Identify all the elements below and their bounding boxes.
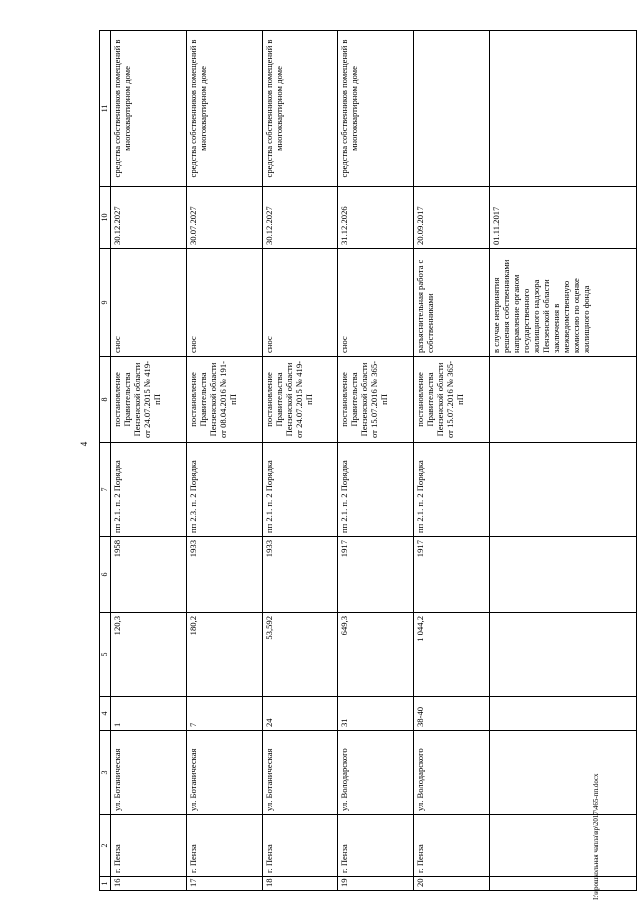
- rotated-table-container: [99, 31, 637, 891]
- city-cell: г. Пенза: [111, 815, 187, 877]
- house-cell: 7: [186, 697, 262, 731]
- col-num: 1: [100, 877, 111, 891]
- action-cell: в случае непринятия решения собственниками направление органом государственного жилищного надзора Пензенской области заключения в межведомственную комиссию по оценке жилищного фонда: [489, 249, 636, 357]
- deadline-cell: 20.09.2017: [414, 187, 490, 249]
- city-cell: г. Пенза: [338, 815, 414, 877]
- col-num: 11: [100, 31, 111, 187]
- house-cell: 38-40: [414, 697, 490, 731]
- funding-cell: средства собственников помещений в многоквартирном доме: [186, 31, 262, 187]
- area-cell: 1 044,2: [414, 613, 490, 697]
- housing-table: [99, 30, 637, 891]
- city-cell: г. Пенза: [262, 815, 338, 877]
- action-cell: снос: [262, 249, 338, 357]
- col-num: 6: [100, 537, 111, 613]
- funding-cell: [414, 31, 490, 187]
- city-cell: [489, 815, 636, 877]
- house-cell: 31: [338, 697, 414, 731]
- row-number: [489, 877, 636, 891]
- row-number: 16: [111, 877, 187, 891]
- row-number: 19: [338, 877, 414, 891]
- action-cell: снос: [338, 249, 414, 357]
- deadline-cell: 30.12.2027: [262, 187, 338, 249]
- city-cell: г. Пенза: [414, 815, 490, 877]
- grounds-cell: пп 2.1. п. 2 Порядка: [338, 443, 414, 537]
- table-row: [262, 31, 338, 891]
- street-cell: ул. Ботаническая: [262, 731, 338, 815]
- street-cell: ул. Володарского: [338, 731, 414, 815]
- table-row: [489, 31, 636, 891]
- funding-cell: [489, 31, 636, 187]
- col-num: 10: [100, 187, 111, 249]
- col-num: 4: [100, 697, 111, 731]
- street-cell: ул. Ботаническая: [186, 731, 262, 815]
- footer-file-path: I:\ирошкольная чапла\вр\2017\465-пп.docx: [592, 773, 600, 900]
- decision-cell: [489, 357, 636, 443]
- action-cell: снос: [111, 249, 187, 357]
- decision-cell: постановление Правительства Пензенской области от 08.04.2016 № 191-пП: [186, 357, 262, 443]
- decision-cell: постановление Правительства Пензенской области от 15.07.2016 № 365-пП: [414, 357, 490, 443]
- row-number: 18: [262, 877, 338, 891]
- house-cell: 1: [111, 697, 187, 731]
- city-cell: г. Пенза: [186, 815, 262, 877]
- table-row: [111, 31, 187, 891]
- column-number-row: [100, 31, 111, 891]
- house-cell: [489, 697, 636, 731]
- year-cell: 1917: [338, 537, 414, 613]
- action-cell: снос: [186, 249, 262, 357]
- decision-cell: постановление Правительства Пензенской области от 24.07.2015 № 419-пП: [262, 357, 338, 443]
- funding-cell: средства собственников помещений в многоквартирном доме: [338, 31, 414, 187]
- area-cell: [489, 613, 636, 697]
- col-num: 7: [100, 443, 111, 537]
- deadline-cell: 01.11.2017: [489, 187, 636, 249]
- row-number: 17: [186, 877, 262, 891]
- decision-cell: постановление Правительства Пензенской области от 15.07.2016 № 365-пП: [338, 357, 414, 443]
- grounds-cell: пп 2.1. п. 2 Порядка: [111, 443, 187, 537]
- row-number: 20: [414, 877, 490, 891]
- funding-cell: средства собственников помещений в многоквартирном доме: [262, 31, 338, 187]
- deadline-cell: 30.07.2027: [186, 187, 262, 249]
- grounds-cell: пп 2.3. п. 2 Порядка: [186, 443, 262, 537]
- year-cell: [489, 537, 636, 613]
- area-cell: 180,2: [186, 613, 262, 697]
- grounds-cell: пп 2.1. п. 2 Порядка: [262, 443, 338, 537]
- action-cell: разъяснительная работа с собственниками: [414, 249, 490, 357]
- year-cell: 1933: [186, 537, 262, 613]
- year-cell: 1958: [111, 537, 187, 613]
- col-num: 5: [100, 613, 111, 697]
- area-cell: 120,3: [111, 613, 187, 697]
- area-cell: 649,3: [338, 613, 414, 697]
- street-cell: [489, 731, 636, 815]
- col-num: 9: [100, 249, 111, 357]
- funding-cell: средства собственников помещений в многоквартирном доме: [111, 31, 187, 187]
- deadline-cell: 30.12.2027: [111, 187, 187, 249]
- col-num: 8: [100, 357, 111, 443]
- decision-cell: постановление Правительства Пензенской области от 24.07.2015 № 419-пП: [111, 357, 187, 443]
- page-number: 4: [79, 441, 89, 447]
- house-cell: 24: [262, 697, 338, 731]
- street-cell: ул. Володарского: [414, 731, 490, 815]
- year-cell: 1933: [262, 537, 338, 613]
- deadline-cell: 31.12.2026: [338, 187, 414, 249]
- area-cell: 53,592: [262, 613, 338, 697]
- table-row: [414, 31, 490, 891]
- col-num: 2: [100, 815, 111, 877]
- table-row: [186, 31, 262, 891]
- grounds-cell: [489, 443, 636, 537]
- street-cell: ул. Ботаническая: [111, 731, 187, 815]
- table-row: [338, 31, 414, 891]
- year-cell: 1917: [414, 537, 490, 613]
- col-num: 3: [100, 731, 111, 815]
- grounds-cell: пп 2.1. п. 2 Порядка: [414, 443, 490, 537]
